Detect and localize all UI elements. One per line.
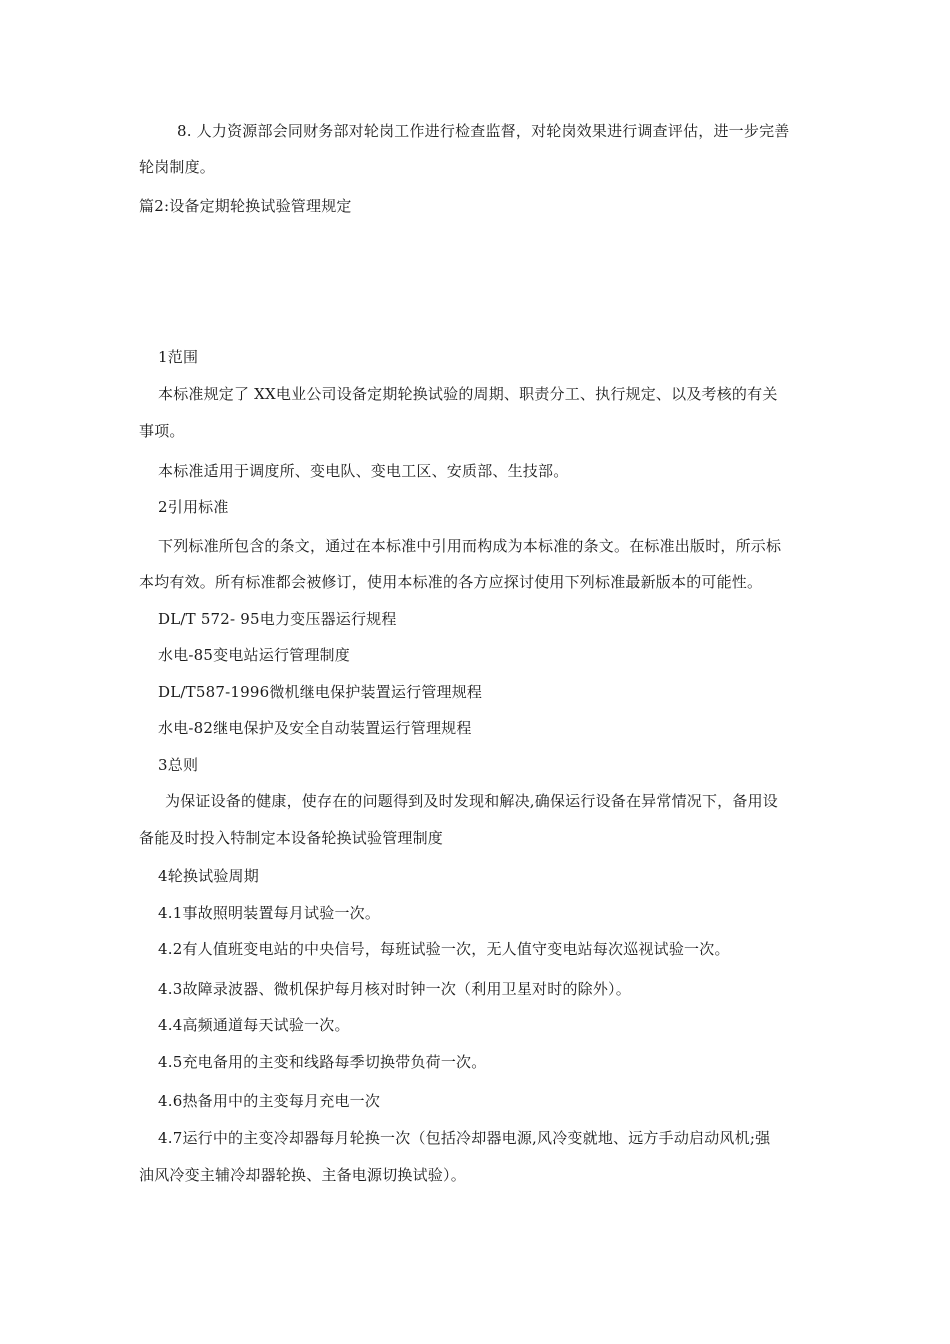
- paragraph-line: 为保证设备的健康，使存在的问题得到及时发现和解决,确保运行设备在异常情况下，备用设: [165, 792, 778, 810]
- list-item: 4.7运行中的主变冷却器每月轮换一次（包括冷却器电源,风冷变就地、远方手动启动风机;强: [158, 1129, 771, 1147]
- list-item: 4.6热备用中的主变每月充电一次: [158, 1092, 381, 1110]
- section-heading: 3总则: [158, 756, 199, 774]
- paragraph-line: 备能及时投入特制定本设备轮换试验管理制度: [139, 829, 444, 847]
- paragraph-line: 轮岗制度。: [139, 158, 216, 176]
- reference-item: DL/T 572- 95电力变压器运行规程: [158, 610, 397, 628]
- list-item: 4.5充电备用的主变和线路每季切换带负荷一次。: [158, 1053, 487, 1071]
- paragraph-line: 本标准规定了 XX电业公司设备定期轮换试验的周期、职责分工、执行规定、以及考核的有关: [158, 385, 778, 403]
- list-item: 4.2有人值班变电站的中央信号，每班试验一次，无人值守变电站每次巡视试验一次。: [158, 940, 730, 958]
- paragraph-line: 8. 人力资源部会同财务部对轮岗工作进行检查监督，对轮岗效果进行调查评估，进一步完善: [177, 122, 790, 140]
- section-heading: 2引用标准: [158, 498, 229, 516]
- reference-item: 水电-85变电站运行管理制度: [158, 646, 350, 664]
- paragraph-line: 本标准适用于调度所、变电队、变电工区、安质部、生技部。: [158, 462, 569, 480]
- paragraph-line: 本均有效。所有标准都会被修订，使用本标准的各方应探讨使用下列标准最新版本的可能性。: [139, 573, 763, 591]
- paragraph-line: 下列标准所包含的条文，通过在本标准中引用而构成为本标准的条文。在标准出版时，所示标: [158, 537, 782, 555]
- list-item: 4.1事故照明装置每月试验一次。: [158, 904, 381, 922]
- list-item: 4.3故障录波器、微机保护每月核对时钟一次（利用卫星对时的除外）。: [158, 980, 631, 998]
- list-item: 油风冷变主辅冷却器轮换、主备电源切换试验）。: [139, 1166, 466, 1184]
- reference-item: 水电-82继电保护及安全自动装置运行管理规程: [158, 719, 472, 737]
- section-heading: 1范围: [158, 348, 199, 366]
- list-item: 4.4高频通道每天试验一次。: [158, 1016, 350, 1034]
- reference-item: DL/T587-1996微机继电保护装置运行管理规程: [158, 683, 483, 701]
- paragraph-line: 事项。: [139, 422, 185, 440]
- section-heading: 4轮换试验周期: [158, 867, 259, 885]
- section-heading: 篇2:设备定期轮换试验管理规定: [139, 197, 352, 215]
